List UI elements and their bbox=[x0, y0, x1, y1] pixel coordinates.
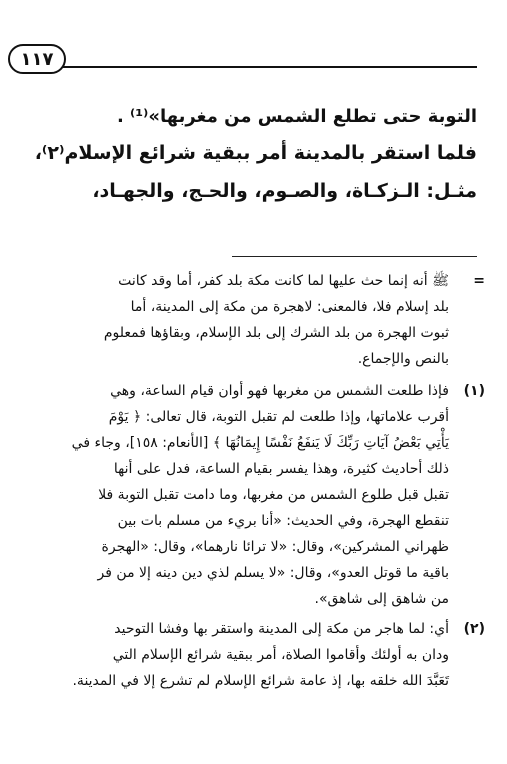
main-text-line: التوبة حتى تطلع الشمس من مغربها»⁽¹⁾ . bbox=[116, 106, 477, 127]
footnote-line: ودان به أولئك وأقاموا الصلاة، أمر ببقية شرائع الإسلام التي bbox=[112, 647, 449, 663]
footnote-line: تَعَبَّدَ الله خلقه بها، إذ عامة شرائع الإسلام لم تشرع إلا في المدينة. bbox=[72, 673, 449, 689]
footnote-line: ثبوت الهجرة من بلد الشرك إلى بلد الإسلام، وبقاؤها فمعلوم bbox=[103, 325, 449, 341]
footnote-body bbox=[8, 268, 449, 372]
main-text-line: مثـل: الـزكـاة، والصـوم، والحـج، والجهـاد، bbox=[92, 180, 477, 202]
footnote-marker: (٢) bbox=[463, 621, 485, 637]
footnote-2 bbox=[8, 616, 485, 694]
footnote-line: بالنص والإجماع. bbox=[357, 351, 449, 367]
main-text-line: فلما استقر بالمدينة أمر ببقية شرائع الإسلام⁽٢⁾، bbox=[34, 142, 477, 164]
footnote-body bbox=[8, 616, 449, 694]
footnote-continued bbox=[8, 268, 485, 372]
footnote-separator bbox=[232, 256, 477, 257]
footnote-line: من شاهق إلى شاهق». bbox=[314, 591, 449, 607]
footnotes bbox=[8, 268, 485, 694]
page-number-badge bbox=[8, 44, 66, 74]
page-number: ١١٧ bbox=[20, 48, 54, 70]
footnote-line: باقية ما قوتل العدو»، وقال: «لا يسلم لذي دين دينه إلا من فر bbox=[97, 565, 449, 581]
footnote-line: يَأْتِي بَعْضُ آيَاتِ رَبِّكَ لَا يَنفَعُ نَفْسًا إِيمَانُهَا ﴾ [الأنعام: ١٥٨]، وجاء في bbox=[71, 435, 449, 451]
footnote-line: تقبل قبل طلوع الشمس من مغربها، وما دامت تقبل التوبة فلا bbox=[98, 487, 449, 503]
footnote-line: تنقطع الهجرة، وفي الحديث: «أنا بريء من مسلم بات بين bbox=[117, 513, 449, 529]
footnote-line: بلد إسلام فلا، فالمعنى: لاهجرة من مكة إلى المدينة، أما bbox=[130, 299, 449, 315]
footnote-line: ذلك أحاديث كثيرة، وهذا يفسر بقيام الساعة، فدل على أنها bbox=[113, 461, 449, 477]
footnote-line: فإذا طلعت الشمس من مغربها فهو أوان قيام الساعة، وهي bbox=[110, 383, 449, 399]
footnote-line: ﷺ أنه إنما حث عليها لما كانت مكة بلد كفر، أما وقد كانت bbox=[118, 273, 449, 289]
footnote-marker: (١) bbox=[463, 383, 485, 399]
footnote-line: أقرب علاماتها، وإذا طلعت لم تقبل التوبة، قال تعالى: ﴿ يَوْمَ bbox=[108, 409, 449, 425]
footnote-body bbox=[8, 378, 449, 612]
footnote-marker: = bbox=[473, 273, 485, 289]
header-rule bbox=[60, 66, 477, 68]
main-text bbox=[26, 100, 477, 210]
footnote-line: أي: لما هاجر من مكة إلى المدينة واستقر بها وفشا التوحيد bbox=[114, 621, 449, 637]
footnote-line: ظهراني المشركين»، وقال: «لا ترائا نارهما»، وقال: «الهجرة bbox=[101, 539, 449, 555]
footnote-1 bbox=[8, 378, 485, 612]
